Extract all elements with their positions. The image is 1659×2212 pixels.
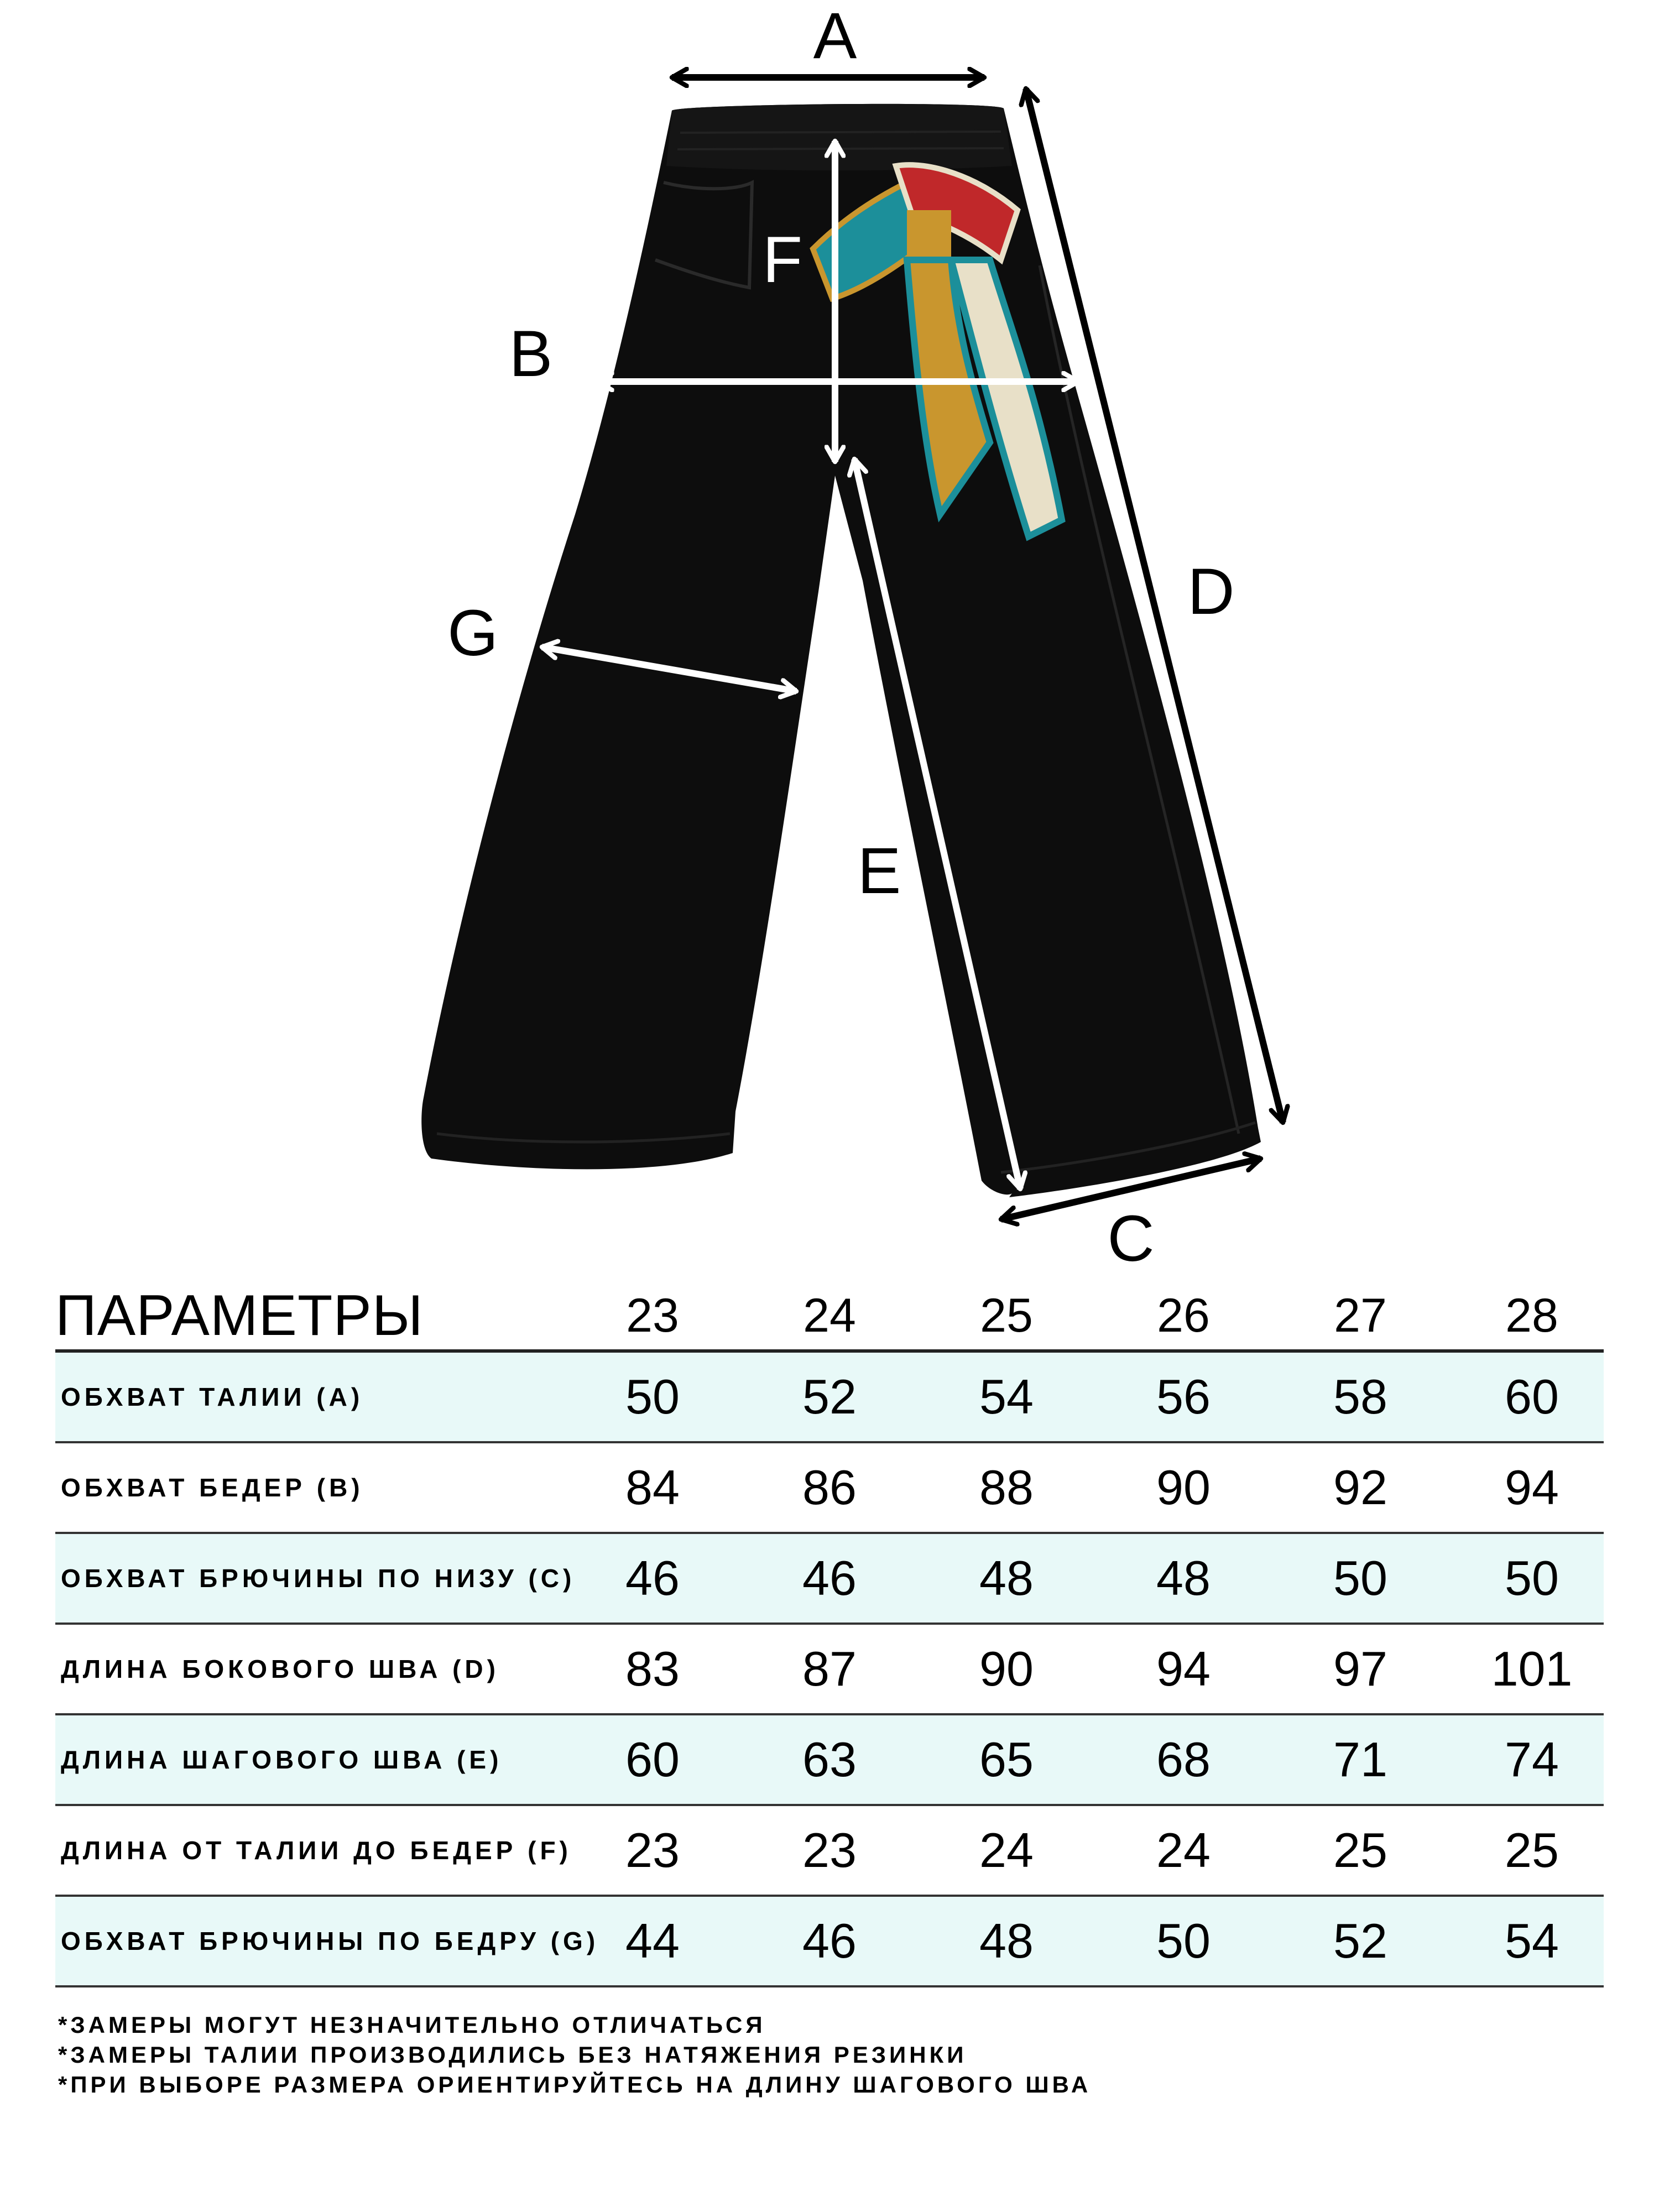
- table-cell: 50: [1156, 1913, 1211, 1968]
- table-cell: 54: [979, 1369, 1034, 1424]
- table-cell: 63: [802, 1732, 857, 1787]
- table-cell: 46: [802, 1913, 857, 1968]
- table-row: [55, 1715, 1604, 1806]
- scarf-knot: [907, 210, 951, 260]
- table-row: [55, 1353, 1604, 1443]
- table-cell: 90: [1156, 1460, 1211, 1515]
- table-cell: 44: [625, 1913, 680, 1968]
- label-f: F: [762, 223, 803, 296]
- table-cell: 101: [1491, 1641, 1573, 1696]
- table-cell: 54: [1505, 1913, 1559, 1968]
- table-cell: 50: [1333, 1551, 1387, 1605]
- row-label: ОБХВАТ БРЮЧИНЫ ПО НИЗУ (С): [61, 1564, 576, 1593]
- table-cell: 52: [1333, 1913, 1387, 1968]
- row-label: ОБХВАТ ТАЛИИ (А): [61, 1383, 364, 1411]
- size-chart-table: [55, 1266, 1604, 1987]
- table-cell: 92: [1333, 1460, 1387, 1515]
- table-cell: 48: [1156, 1551, 1211, 1605]
- table-row: [55, 1534, 1604, 1625]
- waistband: [666, 104, 1012, 170]
- table-cell: 24: [1156, 1823, 1211, 1877]
- row-label: ДЛИНА ОТ ТАЛИИ ДО БЕДЕР (F): [61, 1836, 572, 1865]
- table-cell: 94: [1505, 1460, 1559, 1515]
- table-cell: 56: [1156, 1369, 1211, 1424]
- size-header: 25: [980, 1289, 1033, 1342]
- label-e: E: [857, 834, 901, 907]
- table-cell: 60: [625, 1732, 680, 1787]
- row-label: ОБХВАТ БЕДЕР (В): [61, 1473, 364, 1502]
- label-c: C: [1107, 1202, 1155, 1272]
- footnotes: [58, 2010, 1091, 2100]
- size-header: 26: [1157, 1289, 1210, 1342]
- table-cell: 23: [625, 1823, 680, 1877]
- table-row: [55, 1897, 1604, 1987]
- table-cell: 87: [802, 1641, 857, 1696]
- table-cell: 52: [802, 1369, 857, 1424]
- table-cell: 46: [802, 1551, 857, 1605]
- footnote: *ПРИ ВЫБОРЕ РАЗМЕРА ОРИЕНТИРУЙТЕСЬ НА ДЛИНУ ШАГОВОГО ШВА: [58, 2072, 1092, 2098]
- table-cell: 84: [625, 1460, 680, 1515]
- table-cell: 58: [1333, 1369, 1387, 1424]
- table-cell: 94: [1156, 1641, 1211, 1696]
- table-cell: 23: [802, 1823, 857, 1877]
- table-row: [55, 1443, 1604, 1534]
- row-label: ДЛИНА БОКОВОГО ШВА (D): [61, 1655, 499, 1683]
- table-header: [55, 1266, 1604, 1353]
- size-header: 27: [1334, 1289, 1387, 1342]
- table-cell: 97: [1333, 1641, 1387, 1696]
- size-header: 23: [626, 1289, 679, 1342]
- table-cell: 25: [1505, 1823, 1559, 1877]
- label-b: B: [509, 317, 553, 390]
- table-cell: 71: [1333, 1732, 1387, 1787]
- table-row: [55, 1625, 1604, 1715]
- table-cell: 74: [1505, 1732, 1559, 1787]
- row-label: ОБХВАТ БРЮЧИНЫ ПО БЕДРУ (G): [61, 1927, 599, 1955]
- row-label: ДЛИНА ШАГОВОГО ШВА (Е): [61, 1745, 503, 1774]
- table-cell: 48: [979, 1551, 1034, 1605]
- table-cell: 24: [979, 1823, 1034, 1877]
- table-body: [55, 1353, 1604, 1987]
- table-cell: 50: [1505, 1551, 1559, 1605]
- table-cell: 68: [1156, 1732, 1211, 1787]
- table-cell: 86: [802, 1460, 857, 1515]
- table-cell: 25: [1333, 1823, 1387, 1877]
- table-title: ПАРАМЕТРЫ: [55, 1284, 424, 1348]
- table-cell: 88: [979, 1460, 1034, 1515]
- table-cell: 83: [625, 1641, 680, 1696]
- table-cell: 65: [979, 1732, 1034, 1787]
- footnote: *ЗАМЕРЫ МОГУТ НЕЗНАЧИТЕЛЬНО ОТЛИЧАТЬСЯ: [58, 2012, 766, 2038]
- size-header: 28: [1505, 1289, 1558, 1342]
- label-g: G: [447, 597, 498, 670]
- label-d: D: [1187, 555, 1235, 628]
- table-cell: 46: [625, 1551, 680, 1605]
- size-header: 24: [803, 1289, 856, 1342]
- table-cell: 48: [979, 1913, 1034, 1968]
- table-row: [55, 1806, 1604, 1897]
- table-cell: 60: [1505, 1369, 1559, 1424]
- footnote: *ЗАМЕРЫ ТАЛИИ ПРОИЗВОДИЛИСЬ БЕЗ НАТЯЖЕНИЯ РЕЗИНКИ: [58, 2042, 967, 2068]
- table-cell: 50: [625, 1369, 680, 1424]
- table-cell: 90: [979, 1641, 1034, 1696]
- label-a: A: [813, 0, 857, 72]
